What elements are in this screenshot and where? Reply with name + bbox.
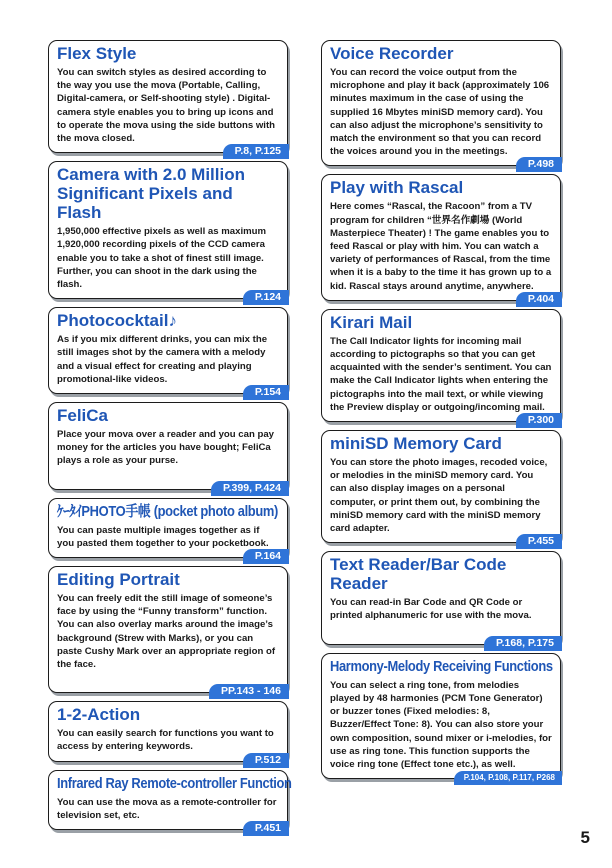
feature-description: You can store the photo images, recoded voice, or melodies in the miniSD memory card. You can also display images on a personal computer, or print them out, by combining the miniSD memory card with the miniSD memory card adapter. (330, 457, 548, 535)
page-reference-badge: P.512 (243, 753, 289, 768)
feature-title: Editing Portrait (57, 570, 180, 590)
feature-box-harmony-melody (321, 653, 561, 783)
feature-box-camera (48, 161, 288, 304)
feature-description: As if you mix different drinks, you can mix the still images shot by the camera with a melody and a visual effect for creating and playing promotional-like videos. (57, 334, 268, 385)
page-reference-badge: P.124 (243, 290, 289, 305)
feature-description: You can freely edit the still image of someone’s face by using the “Funny transform” function. You can also overlay marks around the image’s background (Strew with Marks), or you can paste Cushy Mark over an appropriate region of the face. (57, 593, 276, 671)
page-number: 5 (580, 828, 590, 847)
feature-box-voice-recorder (321, 40, 561, 171)
feature-title: Photococktail♪ (57, 311, 177, 331)
feature-box-photococktail (48, 307, 288, 399)
feature-description: 1,950,000 effective pixels as well as maximum 1,920,000 recording pixels of the CCD camera enable you to take a shot of finest still image. Further, you can shoot in the dark using the flash. (57, 226, 267, 291)
page-reference-badge: P.404 (516, 292, 562, 307)
feature-box-1-2-action (48, 701, 288, 766)
feature-title: Flex Style (57, 44, 137, 63)
feature-title: Voice Recorder (330, 44, 454, 63)
feature-description: Here comes “Rascal, the Racoon” from a TV program for children “世界名作劇場 (World Masterpiece Theater) ! The game enables you to feed Rascal or play with him. You can watch a variety of performances of Rascal, from the time when it is a baby to the time it has grown up to a kid. Rascal stays around anytime, anywhere. (330, 201, 552, 292)
feature-title: Kirari Mail (330, 312, 413, 332)
feature-title: ｹｰﾀｲPHOTO手帳 (pocket photo album) (57, 502, 278, 520)
feature-description: You can select a ring tone, from melodies played by 48 harmonies (PCM Tone Generator) or buzzer tones (Fixed melodies: 8, Buzzer/Effect Tone: 8). You can also store your own composition, sound mixer or i-melodies, for use as ring tone. This function supports the voice ring tone (Effect tone etc.), as well. (330, 679, 552, 770)
feature-title: FeliCa (57, 406, 109, 426)
left-column (48, 40, 292, 838)
feature-box-felica (48, 402, 288, 494)
right-column (321, 40, 561, 787)
feature-box-kirari-mail (321, 309, 561, 427)
feature-description: You can paste multiple images together as if you pasted them together to your pocketbook. (57, 524, 269, 549)
page-reference-badge: P.8, P.125 (223, 144, 289, 159)
feature-box-flex-style (48, 40, 288, 158)
page-reference-badge: P.498 (516, 157, 562, 172)
feature-title: miniSD Memory Card (330, 434, 502, 454)
feature-description: You can switch styles as desired according to the way you use the mova (Portable, Calling, Digital-camera, or Self-shooting style) . Digital-camera style enables you to bring up icons and to operate the mova using the side buttons with the mova closed. (57, 67, 276, 145)
feature-title: Text Reader/Bar Code Reader (330, 555, 507, 594)
feature-box-editing-portrait (48, 566, 288, 698)
feature-description: The Call Indicator lights for incoming mail according to pictographs so that you can get acquainted with the sender’s sentiment. You can make the Call Indicator lights when entering the pictographs into the mail text, or while viewing the Preview display or outgoing/incoming mail. (330, 335, 552, 413)
feature-box-infrared-remote (48, 770, 292, 835)
feature-title: Infrared Ray Remote-controller Function (57, 774, 292, 792)
page-reference-badge: P.104, P.108, P.117, P268 (454, 771, 562, 785)
feature-box-play-with-rascal (321, 174, 561, 305)
page-reference-badge: P.399, P.424 (211, 481, 289, 496)
page-reference-badge: P.154 (243, 385, 289, 400)
feature-description: You can easily search for functions you want to access by entering keywords. (57, 728, 274, 753)
page-reference-badge: P.300 (516, 413, 562, 428)
feature-title: Harmony-Melody Receiving Functions (330, 657, 553, 675)
feature-description: Place your mova over a reader and you can pay money for the articles you have bought; FeliCa plays a role as your purse. (57, 429, 275, 467)
feature-title: 1-2-Action (57, 705, 141, 725)
feature-box-minisd-card (321, 430, 561, 548)
page-reference-badge: P.168, P.175 (484, 636, 562, 651)
feature-description: You can read-in Bar Code and QR Code or printed alphanumeric for use with the mova. (330, 597, 532, 622)
page-reference-badge: P.164 (243, 549, 289, 564)
feature-box-pocket-photo-album (48, 498, 288, 563)
feature-description: You can use the mova as a remote-controller for television set, etc. (57, 796, 277, 821)
page-reference-badge: P.455 (516, 534, 562, 549)
feature-title: Play with Rascal (330, 178, 464, 198)
page-reference-badge: PP.143 - 146 (209, 684, 289, 699)
feature-box-text-bar-code-reader (321, 551, 561, 649)
page-reference-badge: P.451 (243, 821, 289, 836)
feature-description: You can record the voice output from the microphone and play it back (approximately 106 minutes maximum in the case of using the supplied 16 Mbytes miniSD memory card). You can also adjust the microphone’s sensitivity to match the environment so that you can record the voices around you in the meetings. (330, 67, 550, 158)
feature-title: Camera with 2.0 Million Significant Pixels and Flash (57, 165, 245, 223)
